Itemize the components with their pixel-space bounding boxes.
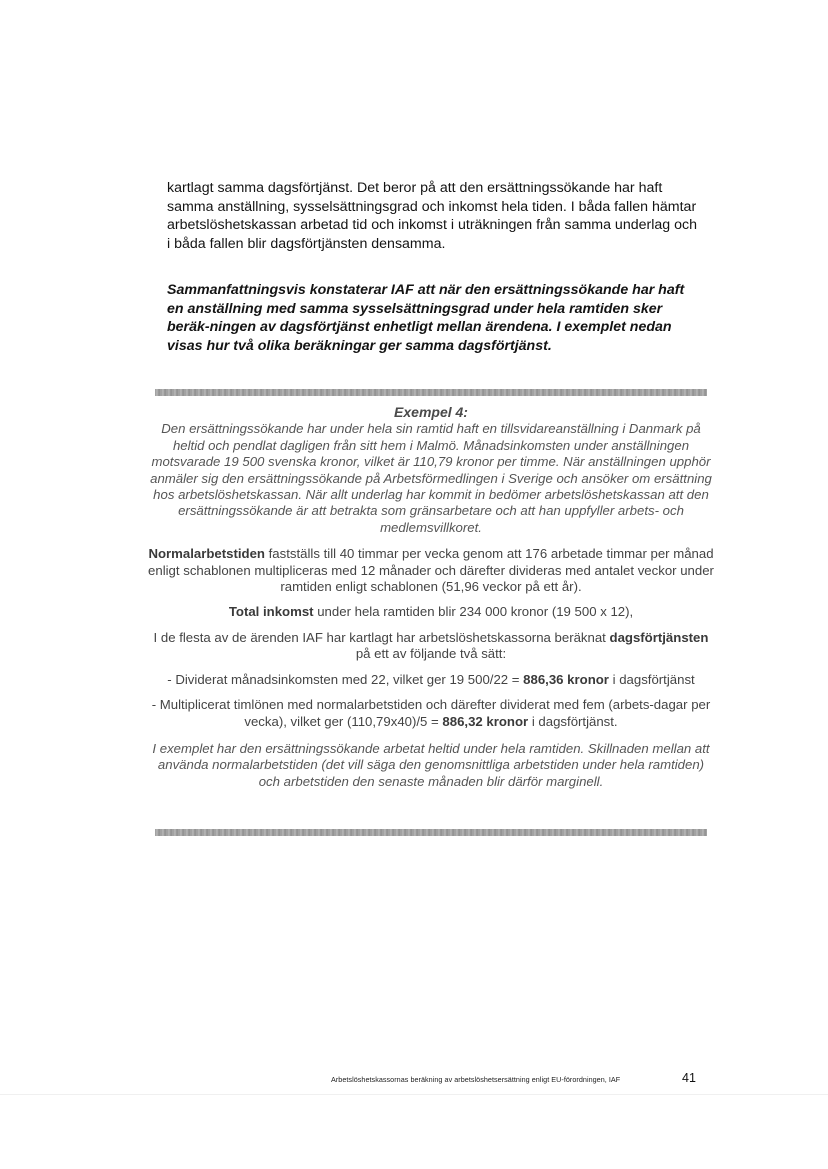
example-top-rule <box>155 389 707 396</box>
total-income-text: under hela ramtiden blir 234 000 kronor (19 500 x 12), <box>313 604 634 620</box>
method-2-paragraph <box>148 697 714 730</box>
example-intro: Den ersättningssökande har under hela sin ramtid haft en tillsvidareanställning i Danmark på heltid och pendlat dagligen från sitt hem i Malmö. Månadsinkomsten under anställningen motsvarade 19 500 svenska kronor, vilket är 110,79 kronor per timme. När anställningen upphör anmäler sig den ersättningssökande på Arbetsförmedlingen i Sverige och ansöker om ersättning hos arbetslöshetskassan. När allt underlag har kommit in bedömer arbetslöshetskassan att den ersättningssökande är att betrakta som gränsarbetare och att han uppfyller arbets- och medlemsvillkoret. <box>150 421 712 535</box>
footer-divider <box>0 1094 828 1095</box>
methods-intro-text: I de flesta av de ärenden IAF har kartlagt har arbetslöshetskassorna beräknat <box>153 629 610 645</box>
method-2-result: 886,32 kronor <box>442 713 529 729</box>
methods-intro-paragraph <box>148 630 714 663</box>
method-1-paragraph <box>148 672 714 688</box>
normal-work-time-paragraph <box>148 546 714 595</box>
example-conclusion: I exemplet har den ersättningssökande arbetat heltid under hela ramtiden. Skillnaden mellan att använda normalarbetstiden (det vill säga den genomsnittliga arbetstiden under hela ramtiden) och arbetstiden den senaste månaden blir därför marginell. <box>152 740 710 789</box>
total-income-term: Total inkomst <box>228 604 314 620</box>
method-2-suffix: i dagsförtjänst. <box>528 713 618 729</box>
total-income-paragraph <box>148 604 714 620</box>
example-title: Exempel 4: <box>394 404 468 420</box>
example-bottom-rule <box>155 829 707 836</box>
methods-intro-suffix: på ett av följande två sätt: <box>355 646 507 662</box>
method-1-text: - Dividerat månadsinkomsten med 22, vilket ger 19 500/22 = <box>167 671 524 687</box>
methods-intro-term: dagsförtjänsten <box>609 629 709 645</box>
summary-paragraph: Sammanfattningsvis konstaterar IAF att när den ersättningssökande har haft en anställning med samma sysselsättningsgrad under hela ramtiden sker beräk-ningen av dagsförtjänst enhetligt mellan ärendena. I exemplet nedan visas hur två olika beräkningar ger samma dagsförtjänst. <box>167 282 685 354</box>
method-2-text: - Multiplicerat timlönen med normalarbetstiden och därefter dividerat med fem (arbets-dagar per vecka), vilket ger (110,79x40)/5 = <box>151 697 711 729</box>
normal-work-time-term: Normalarbetstiden <box>148 546 265 562</box>
method-1-result: 886,36 kronor <box>523 671 609 687</box>
page-number: 41 <box>682 1071 696 1085</box>
footer-title: Arbetslöshetskassornas beräkning av arbetslöshetsersättning enligt EU-förordningen, IAF <box>331 1075 621 1084</box>
method-1-suffix: i dagsförtjänst <box>608 671 695 687</box>
example-box <box>148 404 714 790</box>
normal-work-time-text: fastställs till 40 timmar per vecka genom att 176 arbetade timmar per månad enligt schablonen multipliceras med 12 månader och därefter divideras med antalet veckor under ramtiden enligt schablonen (51,96 veckor på ett år). <box>148 546 714 595</box>
body-paragraph-1: kartlagt samma dagsförtjänst. Det beror på att den ersättningssökande har haft samma anställning, sysselsättningsgrad och inkomst hela tiden. I båda fallen hämtar arbetslöshetskassan arbetad tid och inkomst i uträkningen från samma underlag och i båda fallen blir dagsförtjänsten densamma. <box>167 180 697 252</box>
